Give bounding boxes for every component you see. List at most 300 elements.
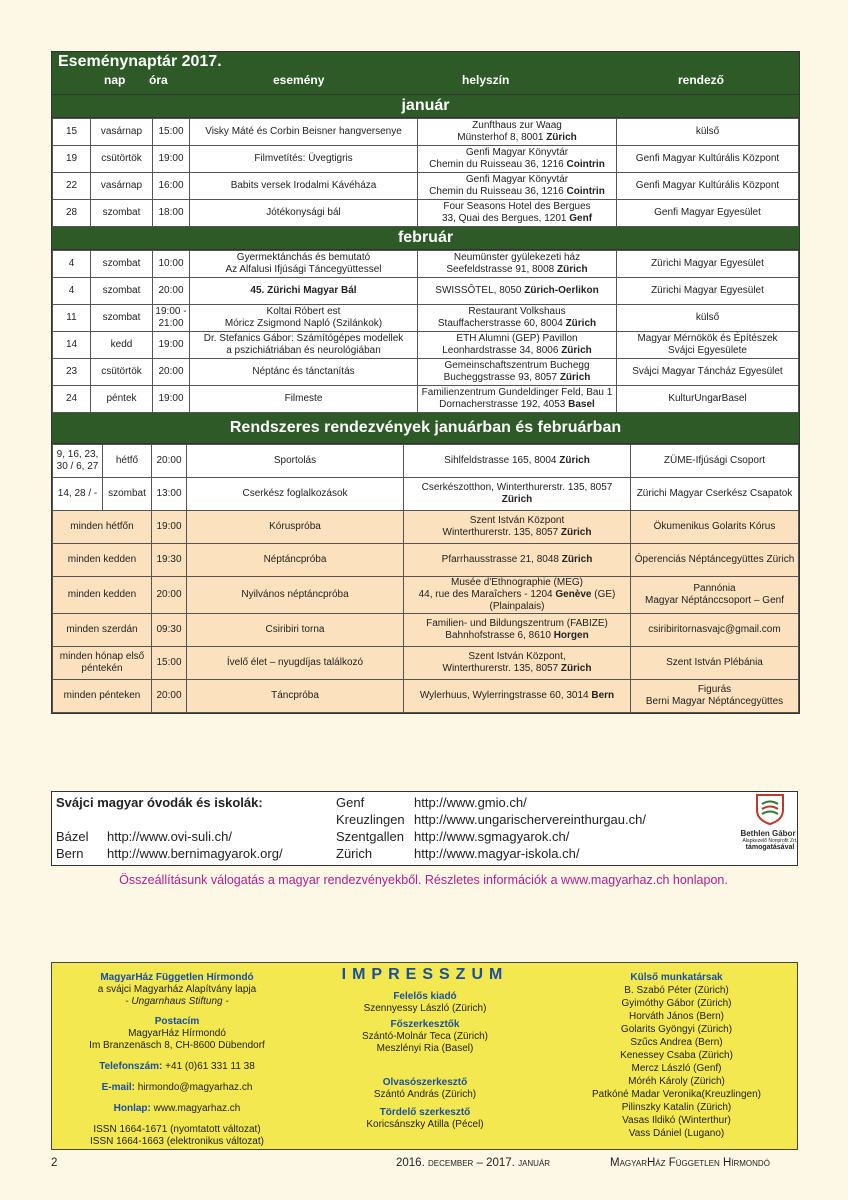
event-name-text: 45. Zürichi Magyar Bál (250, 285, 357, 296)
event-name-text: Visky Máté és Corbin Beisner hangversenye (205, 126, 402, 137)
month-header-february: február (52, 227, 799, 250)
event-organizer (617, 200, 799, 227)
editor-value: Szántó-Molnár Teca (Zürich) (362, 1031, 488, 1042)
event-row (53, 359, 799, 386)
month-header-january: január (52, 95, 799, 118)
col-ora: óra (149, 73, 168, 87)
event-weekday (91, 200, 153, 227)
logo-sub: Alapkezelő Nonprofit Zrt. (742, 838, 798, 844)
event-time-text: 19:00 (158, 339, 184, 350)
regular-event (187, 680, 404, 713)
event-row (53, 200, 799, 227)
regular-time-text: 09:30 (156, 624, 182, 635)
regular-place-text: Bahnhofstrasse 6, 8610 (445, 630, 554, 641)
regular-time (152, 577, 187, 614)
regular-organizer (631, 511, 799, 544)
regular-place (404, 680, 631, 713)
col-rendezo: rendező (678, 73, 725, 87)
event-name-text: Jótékonysági bál (266, 207, 341, 218)
event-organizer-text: KulturUngarBasel (668, 393, 747, 404)
event-time (153, 146, 190, 173)
regular-event-text: Csiribiri torna (265, 624, 325, 635)
event-time (153, 359, 190, 386)
event-day (53, 173, 91, 200)
event-weekday-text: szombat (102, 258, 141, 269)
regular-row (53, 647, 799, 680)
school-city: Genf (336, 795, 365, 810)
event-place-text: Neumünster gyülekezeti ház (453, 252, 581, 263)
event-row (53, 251, 799, 278)
event-name (190, 251, 418, 278)
contributors-list (564, 985, 789, 1140)
event-place-text: Four Seasons Hotel des Bergues (443, 201, 591, 212)
regular-place-text: Genève (555, 589, 592, 600)
regular-organizer-text: Berni Magyar Néptáncegyüttes (645, 696, 784, 707)
regular-place-text: Sihlfeldstrasse 165, 8004 (444, 455, 560, 466)
event-place (418, 251, 617, 278)
editor-label: Főszerkesztők (390, 1019, 460, 1030)
publication-name: MagyarHáz Független Hírmondó (610, 1157, 770, 1169)
event-row (53, 305, 799, 332)
regular-event-text: Sportolás (273, 455, 317, 466)
event-organizer-text: Genfi Magyar Egyesület (654, 207, 761, 218)
event-name-text: Babits versek Irodalmi Kávéháza (230, 180, 377, 191)
event-day-text: 15 (65, 126, 78, 137)
regular-event (187, 445, 404, 478)
regular-weekday (103, 445, 152, 478)
event-name-text: Filmeste (284, 393, 323, 404)
event-weekday-text: vasárnap (100, 180, 143, 191)
impresszum-right (564, 972, 789, 1140)
event-place-text: Zunfthaus zur Waag (472, 120, 562, 131)
event-time (153, 119, 190, 146)
event-day (53, 119, 91, 146)
regular-place-text: Winterthurerstr. 135, 8057 (442, 527, 561, 538)
publisher-label: Felelős kiadó (393, 991, 457, 1002)
paper-name: MagyarHáz Független Hírmondó (100, 972, 254, 983)
event-time-text: 15:00 (158, 126, 184, 137)
regular-time (152, 680, 187, 713)
event-name-text: Gyermektánchás és bemutató (236, 252, 371, 263)
impresszum-heading: IMPRESSZUM (341, 966, 509, 983)
regular-organizer-text: Magyar Néptánccsoport – Genf (645, 595, 784, 606)
event-name (190, 278, 418, 305)
regular-time (152, 511, 187, 544)
regular-events-title: Rendszeres rendezvények januárban és februárban (52, 413, 799, 444)
regular-place (404, 478, 631, 511)
event-name (190, 359, 418, 386)
event-organizer (617, 278, 799, 305)
event-time-text: 19:00 (158, 153, 184, 164)
event-day-text: 4 (68, 258, 75, 269)
regular-organizer-text: Szent István Plébánia (666, 657, 763, 668)
regular-organizer-text: Pannónia (693, 583, 736, 594)
event-organizer-text: Genfi Magyar Kultúrális Központ (635, 180, 780, 191)
event-place (418, 173, 617, 200)
event-place-text: Chemin du Ruisseau 36, 1216 (429, 186, 567, 197)
event-place-text: Dornacherstrasse 192, 4053 (439, 399, 569, 410)
regular-organizer (631, 647, 799, 680)
impresszum-left (62, 972, 292, 1148)
regular-place-text: Zürich (560, 527, 592, 538)
regular-place (404, 511, 631, 544)
event-place-text: Gemeinschaftszentrum Buchegg (444, 360, 590, 371)
phone-value: +41 (0)61 331 11 38 (165, 1061, 255, 1072)
event-weekday (91, 386, 153, 413)
event-weekday-text: csütörtök (101, 366, 142, 377)
schools-title: Svájci magyar óvodák és iskolák: (56, 795, 263, 810)
event-name-text: Néptánc és tánctanítás (252, 366, 355, 377)
event-row (53, 146, 799, 173)
event-place-text: Zürich (565, 318, 597, 329)
postal-address: Im Branzenäsch 8, CH-8600 Dübendorf (89, 1040, 265, 1051)
regular-place-text: (GE) (Plainpalais) (489, 589, 616, 612)
regular-time (152, 647, 187, 680)
logo-name: Bethlen Gábor (740, 829, 796, 838)
event-weekday (91, 278, 153, 305)
regular-day (53, 478, 103, 511)
regular-place-text: Horgen (553, 630, 589, 641)
event-name (190, 119, 418, 146)
issue-date: 2016. december – 2017. január (396, 1157, 551, 1169)
event-organizer (617, 146, 799, 173)
regular-row (53, 544, 799, 577)
col-nap: nap (104, 73, 126, 87)
event-weekday-text: szombat (102, 207, 141, 218)
event-place-text: Chemin du Ruisseau 36, 1216 (429, 159, 567, 170)
regular-day-text: 14, 28 / - (57, 488, 98, 499)
event-place-text: Zürich (561, 345, 592, 356)
page-number: 2 (51, 1157, 58, 1169)
event-name (190, 173, 418, 200)
january-table (52, 118, 799, 227)
issn-electronic: ISSN 1664-1663 (elektronikus változat) (90, 1136, 264, 1147)
school-link[interactable]: http://www.ovi-suli.ch/ (107, 829, 232, 844)
impresszum-middle (310, 966, 540, 1131)
paper-subtitle: a svájci Magyarház Alapítvány lapja (97, 984, 257, 995)
event-weekday (91, 251, 153, 278)
regular-place-text: Szent István Központ (469, 515, 565, 526)
event-weekday-text: csütörtök (101, 153, 142, 164)
impresszum-box (51, 962, 798, 1150)
event-row (53, 332, 799, 359)
event-place-text: Zürich (559, 372, 591, 383)
event-place (418, 146, 617, 173)
regular-row (53, 577, 799, 614)
event-day-text: 24 (65, 393, 78, 404)
regular-organizer-text: ZÜME-Ifjúsági Csoport (663, 455, 766, 466)
regular-time (152, 614, 187, 647)
regular-day (53, 445, 103, 478)
event-weekday-text: kedd (110, 339, 133, 350)
event-place-text: Cointrin (566, 159, 605, 170)
regular-place-text: Musée d'Ethnographie (MEG) (451, 577, 583, 588)
event-time-text: 10:00 (158, 258, 184, 269)
contributor: Szűcs Andrea (Bern) (630, 1037, 723, 1048)
web-label: Honlap: (113, 1103, 151, 1114)
event-place-text: Stauffacherstrasse 60, 8004 (437, 318, 566, 329)
schools-box (51, 791, 798, 866)
regular-place-text: Pfarrhausstrasse 21, 8048 (441, 554, 562, 565)
web-value[interactable]: www.magyarhaz.ch (153, 1103, 241, 1114)
regular-place-text: Zürich (561, 554, 593, 565)
regular-organizer-text: Ökumenikus Golarits Kórus (653, 521, 776, 532)
regular-event-text: Néptáncpróba (263, 554, 327, 565)
contributors-label: Külső munkatársak (630, 972, 723, 983)
event-organizer-text: Genfi Magyar Kultúrális Központ (635, 153, 780, 164)
school-city: Szentgallen (336, 829, 404, 844)
school-link[interactable]: http://www.bernimagyarok.org/ (107, 846, 283, 861)
event-organizer (617, 119, 799, 146)
event-organizer (617, 332, 799, 359)
event-place-text: Cointrin (566, 186, 605, 197)
event-name-text: Dr. Stefanics Gábor: Számítógépes modellek (203, 333, 404, 344)
contributor: Vass Dániel (Lugano) (628, 1128, 725, 1139)
event-time-text: 20:00 (158, 285, 184, 296)
regular-weekday-text: szombat (108, 488, 146, 499)
regular-event-text: Kóruspróba (269, 521, 321, 532)
event-place (418, 386, 617, 413)
regular-organizer (631, 680, 799, 713)
editor-value: Meszlényi Ria (Basel) (376, 1043, 474, 1054)
regular-row (53, 614, 799, 647)
event-time (153, 251, 190, 278)
regular-when: minden hétfőn (53, 511, 152, 544)
event-organizer (617, 251, 799, 278)
regular-time-text: 20:00 (156, 690, 182, 701)
regular-organizer-text: Figurás (697, 684, 732, 695)
regular-event-text: Nyilvános néptáncpróba (241, 589, 349, 600)
regular-organizer (631, 445, 799, 478)
event-row (53, 386, 799, 413)
event-name-text: Filmvetítés: Üvegtigris (254, 153, 353, 164)
regular-event (187, 511, 404, 544)
contributor: Golarits Gyöngyi (Zürich) (620, 1024, 733, 1035)
event-place-text: Bucheggstrasse 93, 8057 (443, 372, 560, 383)
regular-when: minden kedden (53, 544, 152, 577)
event-name (190, 332, 418, 359)
regular-organizer-text: Zürichi Magyar Cserkész Csapatok (636, 488, 793, 499)
regular-place-text: Zürich (560, 663, 592, 674)
regular-events-table (52, 444, 799, 713)
proofreader-label: Olvasószerkesztő (382, 1077, 468, 1088)
regular-place-text: Familien- und Bildungszentrum (FABIZE) (426, 618, 608, 629)
regular-event-text: Cserkész foglalkozások (242, 488, 348, 499)
event-place-text: Münsterhof 8, 8001 (457, 132, 547, 143)
event-weekday-text: vasárnap (100, 126, 143, 137)
event-weekday-text: péntek (106, 393, 137, 404)
event-place-text: Seefeldstrasse 91, 8008 (446, 264, 558, 275)
layout-editor-value: Koricsánszky Atilla (Pécel) (366, 1119, 484, 1130)
regular-event (187, 577, 404, 614)
regular-row (53, 445, 799, 478)
event-day (53, 305, 91, 332)
event-name-text: Az Alfalusi Ifjúsági Táncegyüttessel (225, 264, 382, 275)
regular-time-text: 19:00 (156, 521, 182, 532)
school-city: Kreuzlingen (336, 812, 405, 827)
regular-place-text: Wylerhuus, Wylerringstrasse 60, 3014 (419, 690, 592, 701)
event-day-text: 19 (65, 153, 78, 164)
event-weekday (91, 332, 153, 359)
calendar-header (52, 52, 799, 95)
regular-when: minden pénteken (53, 680, 152, 713)
event-organizer (617, 173, 799, 200)
regular-place-text: Cserkészotthon, Winterthurerstr. 135, 8057 (421, 482, 613, 493)
regular-place-text: 44, rue des Maraîchers - 1204 (418, 589, 556, 600)
regular-event (187, 614, 404, 647)
regular-row (53, 511, 799, 544)
event-time-text: 19:00 (158, 393, 184, 404)
event-day-text: 14 (65, 339, 78, 350)
regular-organizer (631, 577, 799, 614)
event-day-text: 4 (68, 285, 75, 296)
event-time-text: 19:00 - 21:00 (155, 306, 187, 329)
contributor: Mercz László (Genf) (631, 1063, 722, 1074)
regular-event-text: Ívelő élet – nyugdíjas találkozó (226, 657, 364, 668)
issn-print: ISSN 1664-1671 (nyomtatott változat) (93, 1124, 261, 1135)
regular-event (187, 478, 404, 511)
event-time (153, 305, 190, 332)
event-place (418, 119, 617, 146)
event-organizer-text: Zürichi Magyar Egyesület (651, 258, 764, 269)
regular-time-text: 13:00 (156, 488, 182, 499)
event-time (153, 200, 190, 227)
event-time (153, 278, 190, 305)
event-place-text: Restaurant Volkshaus (468, 306, 566, 317)
event-weekday-text: szombat (102, 312, 141, 323)
event-place-text: 33, Quai des Bergues, 1201 (441, 213, 570, 224)
event-weekday (91, 146, 153, 173)
school-link[interactable]: http://www.sgmagyarok.ch/ (414, 829, 570, 844)
school-link[interactable]: http://www.gmio.ch/ (414, 795, 527, 810)
event-place-text: SWISSÔTEL, 8050 (435, 285, 525, 296)
postal-name: MagyarHáz Hírmondó (128, 1028, 226, 1039)
event-weekday (91, 305, 153, 332)
contributor: Kenessey Csaba (Zürich) (620, 1050, 733, 1061)
event-time-text: 16:00 (158, 180, 184, 191)
regular-when: minden hónap első péntekén (53, 647, 152, 680)
school-link[interactable]: http://www.ungarischervereinthurgau.ch/ (414, 812, 646, 827)
regular-event (187, 647, 404, 680)
regular-weekday (103, 478, 152, 511)
regular-place (404, 647, 631, 680)
regular-time-text: 20:00 (156, 455, 182, 466)
event-row (53, 173, 799, 200)
school-city: Bázel (56, 829, 89, 844)
school-city: Bern (56, 846, 84, 861)
event-organizer-text: Svájci Magyar Táncház Egyesület (632, 366, 783, 377)
phone-label: Telefonszám: (99, 1061, 163, 1072)
event-place (418, 305, 617, 332)
event-day (53, 386, 91, 413)
regular-time-text: 15:00 (156, 657, 182, 668)
school-link[interactable]: http://www.magyar-iskola.ch/ (414, 846, 580, 861)
event-day-text: 22 (65, 180, 78, 191)
regular-time-text: 19:30 (156, 554, 182, 565)
event-day (53, 251, 91, 278)
regular-event-text: Táncpróba (271, 690, 319, 701)
proofreader-value: Szántó András (Zürich) (373, 1089, 477, 1100)
regular-time (152, 478, 187, 511)
event-day (53, 359, 91, 386)
regular-when: minden kedden (53, 577, 152, 614)
event-day (53, 146, 91, 173)
event-organizer (617, 305, 799, 332)
event-name (190, 146, 418, 173)
regular-day-text: 9, 16, 23, 30 / 6, 27 (56, 449, 99, 472)
calendar-title: Eseménynaptár 2017. (58, 53, 222, 70)
event-organizer-text: külső (695, 126, 720, 137)
regular-row (53, 680, 799, 713)
regular-organizer (631, 478, 799, 511)
contributor: Gyimóthy Gábor (Zürich) (621, 998, 732, 1009)
email-value[interactable]: hirmondo@magyarhaz.ch (137, 1082, 253, 1093)
bethlen-gabor-logo (742, 792, 798, 862)
event-time (153, 173, 190, 200)
regular-place-text: Zürich (559, 455, 590, 466)
event-place (418, 200, 617, 227)
event-time (153, 332, 190, 359)
regular-when: minden szerdán (53, 614, 152, 647)
email-label: E-mail: (101, 1082, 135, 1093)
regular-time (152, 445, 187, 478)
postal-label: Postacím (154, 1016, 200, 1027)
layout-editor-label: Tördelő szerkesztő (379, 1107, 471, 1118)
school-city: Zürich (336, 846, 373, 861)
event-day-text: 23 (65, 366, 78, 377)
event-time (153, 386, 190, 413)
event-place (418, 332, 617, 359)
regular-organizer-text: Óperenciás Néptáncegyüttes Zürich (634, 554, 795, 565)
event-place-text: ETH Alumni (GEP) Pavillon (456, 333, 578, 344)
february-table (52, 250, 799, 413)
event-place (418, 278, 617, 305)
event-day-text: 11 (66, 312, 77, 323)
event-name-text: Móricz Zsigmond Napló (Szilánkok) (224, 318, 383, 329)
regular-place-text: Szent István Központ, (468, 651, 566, 662)
event-weekday (91, 173, 153, 200)
event-organizer-text: Svájci Egyesülete (668, 345, 747, 356)
event-calendar (51, 51, 800, 714)
regular-place (404, 577, 631, 614)
event-name (190, 305, 418, 332)
event-row (53, 278, 799, 305)
event-organizer-text: Zürichi Magyar Egyesület (651, 285, 764, 296)
event-day (53, 278, 91, 305)
info-note: Összeállításunk válogatás a magyar rendezvényekből. Részletes információk a www.magyarhaz.ch honlapon. (119, 873, 728, 887)
event-place-text: Genfi Magyar Könyvtár (465, 147, 569, 158)
regular-organizer (631, 614, 799, 647)
event-organizer (617, 386, 799, 413)
event-weekday-text: szombat (102, 285, 141, 296)
col-esemeny: esemény (273, 73, 325, 87)
regular-event (187, 544, 404, 577)
event-time-text: 20:00 (158, 366, 184, 377)
event-place-text: Genfi Magyar Könyvtár (465, 174, 569, 185)
regular-organizer (631, 544, 799, 577)
regular-place-text: Winterthurerstr. 135, 8057 (442, 663, 561, 674)
event-name-text: Koltai Róbert est (266, 306, 341, 317)
event-time-text: 18:00 (158, 207, 184, 218)
contributor: B. Szabó Péter (Zürich) (624, 985, 729, 996)
event-place-text: Zürich (557, 264, 588, 275)
regular-place (404, 445, 631, 478)
publisher-value: Szennyessy László (Zürich) (363, 1003, 487, 1014)
contributor: Pilinszky Katalin (Zürich) (621, 1102, 732, 1113)
event-weekday (91, 119, 153, 146)
event-day (53, 332, 91, 359)
event-organizer (617, 359, 799, 386)
